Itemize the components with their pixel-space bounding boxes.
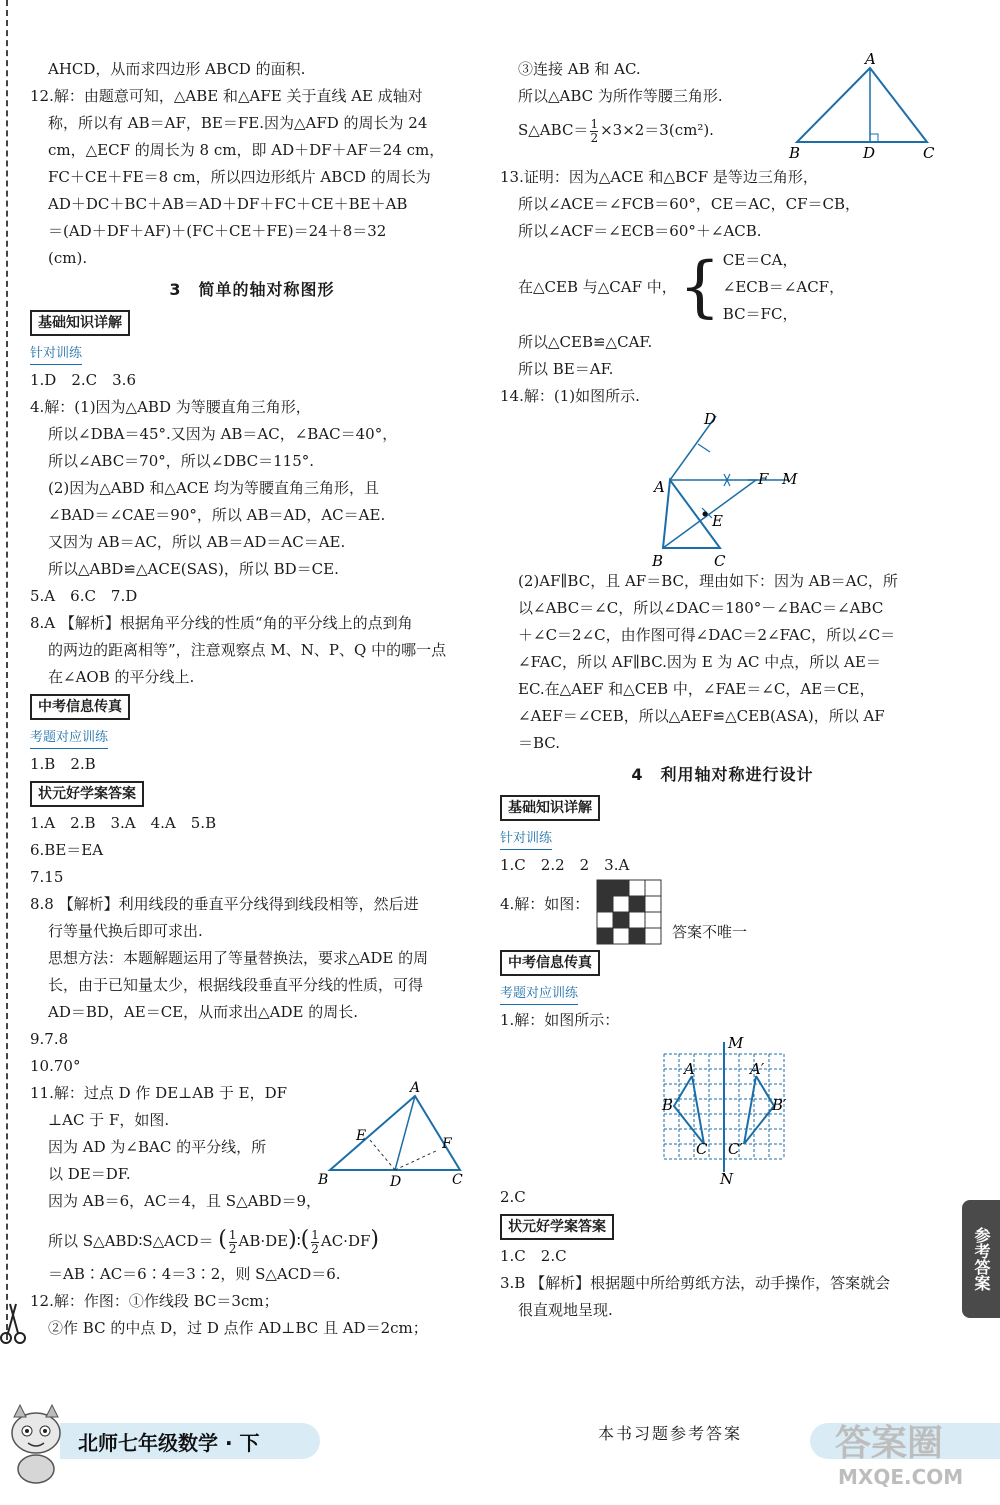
answer-line: ③连接 AB 和 AC. (518, 60, 641, 78)
cut-line (6, 0, 8, 1340)
answer-line: 以 DE＝DF. (48, 1165, 131, 1183)
fig-label: A (865, 50, 876, 68)
brace-prefix: 在△CEB 与△CAF 中， (518, 277, 677, 296)
page-footer (0, 1395, 1000, 1505)
figure-q11-triangle (320, 1080, 470, 1190)
fig-label: D (863, 144, 876, 162)
figure-q12-triangle (785, 50, 945, 162)
answer-line: 8.8 【解析】利用线段的垂直平分线得到线段相等，然后进 (30, 895, 419, 913)
fig-label: B (789, 144, 801, 162)
answer-line: AD＝BD，AE＝CE，从而求出△ADE 的周长. (48, 1003, 358, 1021)
brace-item: ∠ECB＝∠ACF， (722, 277, 845, 296)
right-column (500, 50, 945, 1324)
text-line: ＝(AD＋DF＋AF)＋(FC＋CE＋FE)＝24＋8＝32 (48, 222, 387, 240)
fig-label: C (696, 1140, 708, 1158)
answer-line: 所以 BE＝AF. (518, 360, 614, 378)
answer-line: 8.A 【解析】根据角平分线的性质“角的平分线上的点到角 (30, 614, 413, 632)
fig-label: C′ (728, 1140, 743, 1158)
text-line: 12.解：由题意可知，△ABE 和△AFE 关于直线 AE 成轴对 (30, 87, 423, 105)
answer-line: 12.解：作图：①作线段 BC＝3cm； (30, 1292, 279, 1310)
answer-line: ＋∠C＝2∠C，由作图可得∠DAC＝2∠FAC，所以∠C＝ (518, 626, 896, 644)
side-tab-answers: 参考答案 (962, 1200, 1000, 1318)
text-line: cm，△ECF 的周长为 8 cm，即 AD＋DF＋AF＝24 cm， (48, 141, 445, 159)
answer-line: 所以∠ABC＝70°，所以∠DBC＝115°. (48, 452, 315, 470)
q4-note: 答案不唯一 (672, 923, 748, 941)
text-line: FC＋CE＋FE＝8 cm，所以四边形纸片 ABCD 的周长为 (48, 168, 431, 186)
fig-label: C (714, 552, 726, 570)
answer-line: (2)因为△ABD 和△ACE 均为等腰直角三角形，且 (48, 479, 379, 497)
brace-item: BC＝FC， (722, 304, 798, 323)
q4-prefix: 4.解：如图： (500, 895, 590, 913)
area-line: S△ABC＝ $\frac{1}{2}$ ×3×2＝3(cm²). (518, 116, 714, 145)
answer-line: 11.解：过点 D 作 DE⊥AB 于 E，DF (30, 1084, 288, 1102)
fig-label: D (704, 410, 717, 428)
sub-heading: 考题对应训练 (30, 728, 108, 749)
q11-block (30, 1080, 474, 1220)
fig-label: B (652, 552, 664, 570)
watermark: 答案圈 (835, 1423, 944, 1464)
answer-line: ∠BAD＝∠CAE＝90°，所以 AB＝AD，AC＝AE. (48, 506, 386, 524)
section-title: 3 简单的轴对称图形 (169, 280, 335, 299)
answer-line: 1.D 2.C 3.6 (30, 371, 136, 389)
section-box-heading: 状元好学案答案 (30, 781, 144, 807)
watermark-url: MXQE.COM (838, 1465, 964, 1489)
answer-line: 5.A 6.C 7.D (30, 587, 138, 605)
footer-book-title: 北师七年级数学 · 下 (78, 1431, 260, 1455)
answer-line: 很直观地呈现. (518, 1301, 613, 1319)
sub-heading: 针对训练 (30, 344, 82, 365)
text-line: AD＋DC＋BC＋AB＝AD＋DF＋FC＋CE＋BE＋AB (48, 195, 408, 213)
answer-line: 13.证明：因为△ACE 和△BCF 是等边三角形， (500, 168, 818, 186)
fig-label: N (720, 1170, 734, 1188)
fig-label: B (662, 1096, 674, 1114)
ratio-line: 所以 S△ABD∶S△ACD＝ ( $\frac{1}{2}$ AB·DE)∶( $\frac{1}{2}$ AC·DF) (48, 1227, 379, 1256)
fig-label: M (728, 1034, 744, 1052)
section-box-heading: 中考信息传真 (500, 950, 600, 976)
fig-label: B′ (772, 1096, 787, 1114)
answer-line: 1.C 2.2 2 3.A (500, 856, 630, 874)
answer-line: 4.解：(1)因为△ABD 为等腰直角三角形， (30, 398, 311, 416)
answer-line: EC.在△AEF 和△CEB 中，∠FAE＝∠C，AE＝CE， (518, 680, 875, 698)
sub-heading: 针对训练 (500, 829, 552, 850)
sub-heading: 考题对应训练 (500, 984, 578, 1005)
answer-line: (2)AF∥BC，且 AF＝BC，理由如下：因为 AB＝AC，所 (518, 572, 898, 590)
answer-line: 又因为 AB＝AC，所以 AB＝AD＝AC＝AE. (48, 533, 346, 551)
fig-label: E (712, 512, 723, 530)
brace-block (500, 245, 945, 329)
ratio-prefix: 所以 S△ABD∶S△ACD＝ (48, 1232, 214, 1250)
fig-label: D (390, 1174, 402, 1190)
section-box-heading: 基础知识详解 (500, 795, 600, 821)
answer-line: 在∠AOB 的平分线上. (48, 668, 195, 686)
q4-block (500, 879, 945, 947)
answer-line: 所以△CEB≌△CAF. (518, 333, 653, 351)
answer-line: 3.B 【解析】根据题中所给剪纸方法，动手操作，答案就会 (500, 1274, 891, 1292)
brace-symbol: { (678, 248, 721, 325)
scissors-icon (0, 1300, 26, 1348)
answer-line: 所以∠DBA＝45°.又因为 AB＝AC，∠BAC＝40°， (48, 425, 398, 443)
q12-cont-block (500, 50, 945, 164)
answer-line: 的两边的距离相等”，注意观察点 M、N、P、Q 中的哪一点 (48, 641, 447, 659)
answer-line: 1.C 2.C (500, 1247, 567, 1265)
fig-label: E (356, 1128, 367, 1144)
answer-line: ＝AB∶AC＝6∶4＝3∶2，则 S△ACD＝6. (48, 1265, 341, 1283)
answer-line: 10.70° (30, 1057, 81, 1075)
answer-line: ②作 BC 的中点 D，过 D 点作 AD⊥BC 且 AD＝2cm； (48, 1319, 428, 1337)
answer-line: ＝BC. (518, 734, 561, 752)
answer-line: 1.A 2.B 3.A 4.A 5.B (30, 814, 217, 832)
answer-line: 以∠ABC＝∠C，所以∠DAC＝180°－∠BAC＝∠ABC (518, 599, 884, 617)
fig-label: F (442, 1136, 452, 1152)
fraction: $\frac{1}{2}$ (311, 1227, 319, 1256)
fig-label: C (923, 144, 935, 162)
answer-line: 7.15 (30, 868, 64, 886)
answer-line: ⊥AC 于 F，如图. (48, 1111, 170, 1129)
brace-item: CE＝CA， (722, 250, 798, 269)
fig-label: A (654, 478, 665, 496)
fig-label: A′ (750, 1060, 765, 1078)
answer-line: 所以△ABC 为所作等腰三角形. (518, 87, 723, 105)
fig-label: F (758, 470, 769, 488)
answer-line: 1.解：如图所示： (500, 1011, 620, 1029)
section-box-heading: 中考信息传真 (30, 694, 130, 720)
answer-line: 6.BE＝EA (30, 841, 104, 859)
answer-line: ∠AEF＝∠CEB，所以△AEF≌△CEB(ASA)，所以 AF (518, 707, 885, 725)
answer-line: 所以∠ACE＝∠FCB＝60°，CE＝AC，CF＝CB， (518, 195, 861, 213)
fig-label: B (318, 1172, 329, 1188)
fig-label: M (782, 470, 798, 488)
text-line: (cm). (48, 249, 88, 267)
footer-section-title: 本书习题参考答案 (598, 1424, 743, 1443)
text-line: 称，所以有 AB＝AF，BE＝FE.因为△AFD 的周长为 24 (48, 114, 428, 132)
answer-line: 长，由于已知量太少，根据线段垂直平分线的性质，可得 (48, 976, 424, 994)
figure-reflection-grid (660, 1034, 790, 1188)
answer-line: 所以△ABD≌△ACE(SAS)，所以 BD＝CE. (48, 560, 339, 578)
answer-line: 14.解：(1)如图所示. (500, 387, 640, 405)
fig-label: A (410, 1080, 421, 1096)
text-line: AHCD，从而求四边形 ABCD 的面积. (48, 60, 306, 78)
fig-label: A (684, 1060, 695, 1078)
mascot-icon (4, 1403, 68, 1487)
section-box-heading: 基础知识详解 (30, 310, 130, 336)
answer-line: 因为 AB＝6，AC＝4，且 S△ABD＝9， (48, 1192, 322, 1210)
answer-line: 行等量代换后即可求出. (48, 922, 203, 940)
left-column (30, 56, 474, 1342)
answer-line: ∠FAC，所以 AF∥BC.因为 E 为 AC 中点，所以 AE＝ (518, 653, 881, 671)
fraction: $\frac{1}{2}$ (228, 1227, 237, 1256)
answer-line: 2.C (500, 1188, 526, 1206)
answer-line: 所以∠ACF＝∠ECB＝60°＋∠ACB. (518, 222, 762, 240)
figure-q14 (648, 410, 818, 568)
section-title: 4 利用轴对称进行设计 (631, 765, 814, 784)
answer-line: 因为 AD 为∠BAC 的平分线，所 (48, 1138, 267, 1156)
fig-label: C (452, 1172, 463, 1188)
answer-line: 9.7.8 (30, 1030, 69, 1048)
answer-line: 1.B 2.B (30, 755, 96, 773)
answer-line: 思想方法：本题解题运用了等量替换法，要求△ADE 的周 (48, 949, 429, 967)
fraction: $\frac{1}{2}$ (590, 116, 599, 145)
figure-q4-grid (596, 879, 668, 945)
section-box-heading: 状元好学案答案 (500, 1214, 614, 1240)
